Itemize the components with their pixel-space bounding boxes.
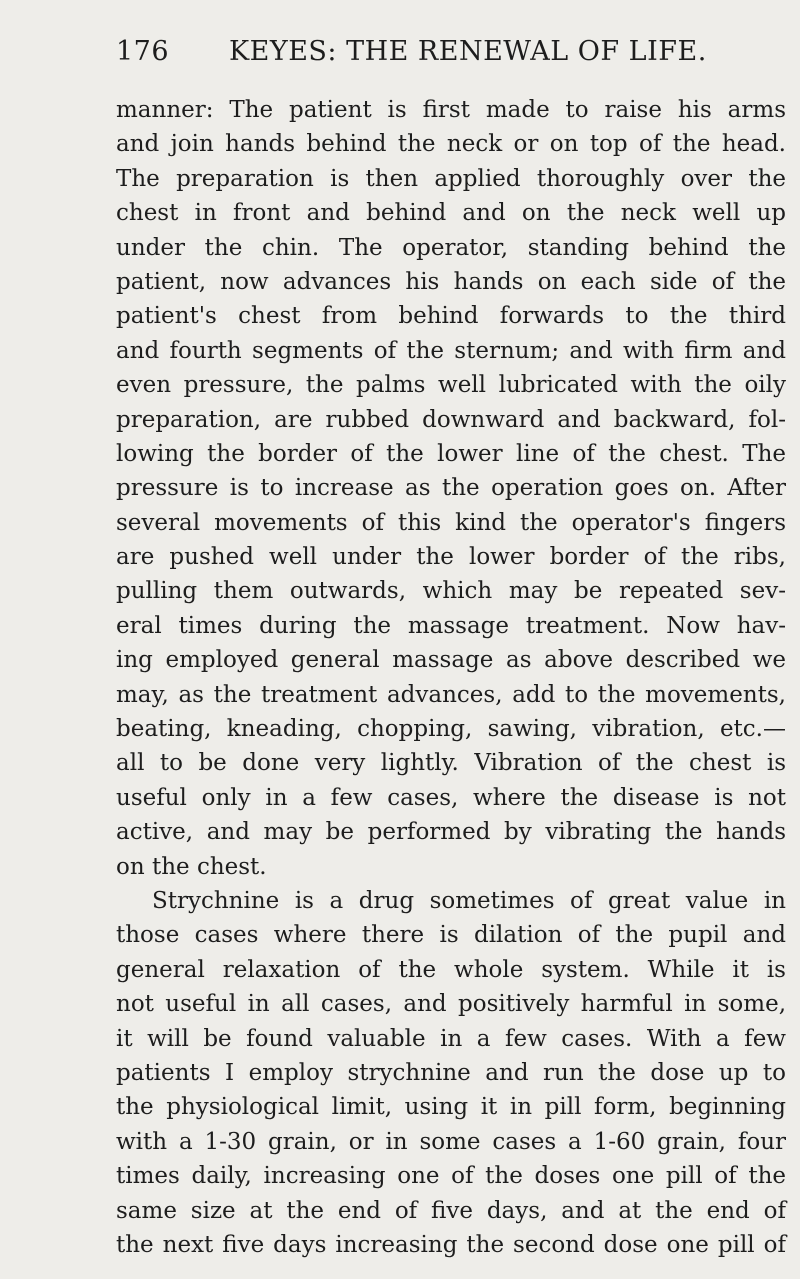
text-line: pulling them outwards, which may be repeated sev- bbox=[116, 578, 786, 605]
text-line: the next five days increasing the second dose one pill of bbox=[116, 1231, 786, 1258]
text-line: the physiological limit, using it in pill form, beginning bbox=[116, 1094, 786, 1121]
text-line: are pushed well under the lower border of the ribs, bbox=[116, 544, 786, 571]
text-line: times daily, increasing one of the doses one pill of the bbox=[116, 1163, 786, 1190]
text-line: and fourth segments of the sternum; and with firm and bbox=[116, 337, 786, 364]
text-line: chest in front and behind and on the neck well up bbox=[116, 200, 786, 227]
text-line: it will be found valuable in a few cases. With a few bbox=[116, 1025, 786, 1052]
running-title: KEYES: THE RENEWAL OF LIFE. bbox=[229, 36, 707, 67]
text-line: ing employed general massage as above described we bbox=[116, 647, 786, 674]
page-number: 176 bbox=[116, 36, 170, 67]
text-line: general relaxation of the whole system. While it is bbox=[116, 956, 786, 983]
text-line: same size at the end of five days, and at the end of bbox=[116, 1197, 786, 1224]
text-line: manner: The patient is first made to raise his arms bbox=[116, 97, 786, 123]
text-line: not useful in all cases, and positively harmful in some, bbox=[116, 991, 786, 1018]
text-line: pressure is to increase as the operation goes on. After bbox=[116, 475, 786, 502]
text-line: may, as the treatment advances, add to the movements, bbox=[116, 681, 786, 708]
text-line: lowing the border of the lower line of the chest. The bbox=[116, 440, 786, 467]
text-line: beating, kneading, chopping, sawing, vibration, etc.— bbox=[116, 716, 786, 743]
text-line: preparation, are rubbed downward and backward, fol- bbox=[116, 406, 786, 433]
text-line: patient, now advances his hands on each side of the bbox=[116, 268, 786, 295]
text-line: all to be done very lightly. Vibration of the chest is bbox=[116, 750, 786, 777]
text-line: even pressure, the palms well lubricated with the oily bbox=[116, 372, 786, 399]
page-header bbox=[116, 36, 786, 76]
paragraph-last-line: on the chest. bbox=[116, 853, 267, 880]
text-line: those cases where there is dilation of the pupil and bbox=[116, 922, 786, 949]
text-line: under the chin. The operator, standing behind the bbox=[116, 234, 786, 261]
text-line: eral times during the massage treatment. Now hav- bbox=[116, 612, 786, 639]
text-line: patient's chest from behind forwards to the third bbox=[116, 303, 786, 330]
body-text bbox=[116, 93, 786, 1262]
text-line: The preparation is then applied thoroughly over the bbox=[116, 165, 786, 192]
text-line: and join hands behind the neck or on top of the head. bbox=[116, 131, 786, 158]
paragraph-first-line: Strychnine is a drug sometimes of great value in bbox=[152, 887, 786, 914]
text-line: with a 1-30 grain, or in some cases a 1-60 grain, four bbox=[116, 1128, 786, 1155]
text-line: several movements of this kind the operator's fingers bbox=[116, 509, 786, 536]
text-line: useful only in a few cases, where the disease is not bbox=[116, 784, 786, 811]
text-line: patients I employ strychnine and run the dose up to bbox=[116, 1059, 786, 1086]
text-line: active, and may be performed by vibrating the hands bbox=[116, 819, 786, 846]
